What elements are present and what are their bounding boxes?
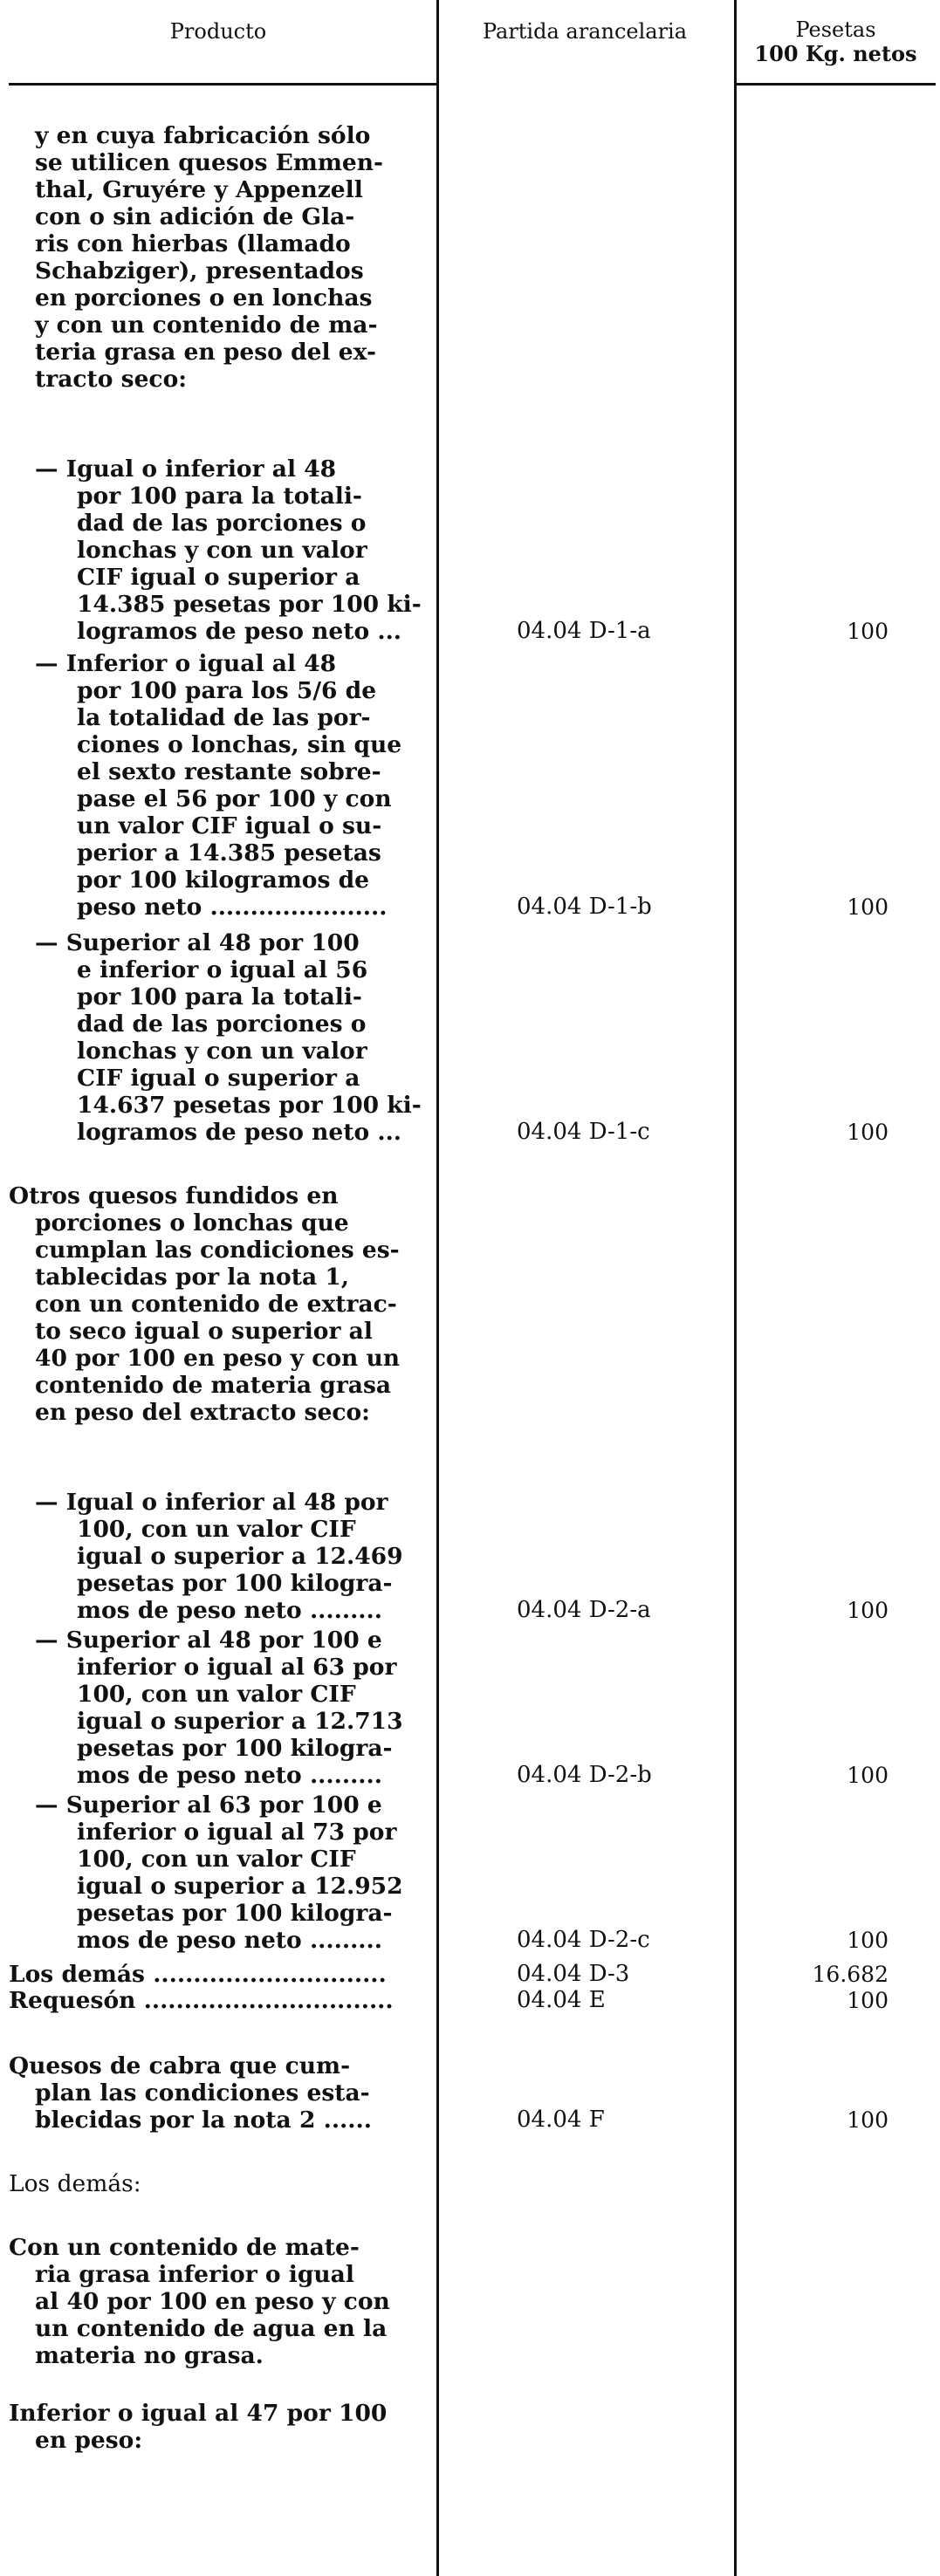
block-intro-line: con o sin adición de Gla-: [35, 203, 355, 230]
block-contenido-line: materia no grasa.: [35, 2342, 264, 2369]
block-d1a-line: lonchas y con un valor: [77, 537, 367, 564]
duty-value-e: 100: [847, 1988, 889, 2013]
block-d2c-line: mos de peso neto .........: [77, 1927, 382, 1954]
tariff-code-d2b: 04.04 D-2-b: [517, 1762, 652, 1788]
block-d1a-line: logramos de peso neto ...: [77, 618, 402, 645]
tariff-code-d1c: 04.04 D-1-c: [517, 1119, 650, 1145]
block-intro-line: tracto seco:: [35, 366, 188, 393]
block-d2a-line: — Igual o inferior al 48 por: [35, 1489, 388, 1516]
block-d2a-line: pesetas por 100 kilogra-: [77, 1570, 393, 1597]
tariff-code-d2a: 04.04 D-2-a: [517, 1597, 651, 1623]
block-otros-line: Otros quesos fundidos en: [9, 1182, 339, 1209]
block-d1a-line: dad de las porciones o: [77, 510, 367, 537]
block-otros-line: en peso del extracto seco:: [35, 1399, 370, 1426]
block-intro-line: ris con hierbas (llamado: [35, 230, 351, 257]
block-d1c-line: logramos de peso neto ...: [77, 1119, 402, 1146]
block-d1b-line: por 100 para los 5/6 de: [77, 677, 377, 704]
block-d1b-line: — Inferior o igual al 48: [35, 650, 337, 677]
block-d1b-line: peso neto ......................: [77, 894, 388, 921]
block-e-line: Requesón ...............................: [9, 1987, 394, 2014]
header-kg-netos: 100 Kg. netos: [754, 41, 917, 66]
block-d1a-line: 14.385 pesetas por 100 ki-: [77, 591, 422, 618]
header-rule-right: [737, 83, 936, 86]
block-d1c-line: lonchas y con un valor: [77, 1038, 367, 1065]
block-d2b-line: mos de peso neto .........: [77, 1762, 382, 1789]
block-inferior-line: en peso:: [35, 2427, 143, 2454]
block-d1a-line: CIF igual o superior a: [77, 564, 360, 591]
block-otros-line: tablecidas por la nota 1,: [35, 1264, 350, 1291]
block-d1b-line: la totalidad de las por-: [77, 704, 371, 731]
block-d2a-line: igual o superior a 12.469: [77, 1543, 403, 1570]
block-d1b-line: ciones o lonchas, sin que: [77, 731, 402, 758]
block-contenido-line: un contenido de agua en la: [35, 2315, 388, 2342]
block-intro-line: Schabziger), presentados: [35, 257, 364, 284]
tariff-code-d3: 04.04 D-3: [517, 1961, 630, 1987]
block-contenido-line: Con un contenido de mate-: [9, 2234, 360, 2261]
duty-value-d2a: 100: [847, 1598, 889, 1623]
block-d2c-line: inferior o igual al 73 por: [77, 1819, 397, 1846]
tariff-code-e: 04.04 E: [517, 1987, 606, 2013]
block-intro-line: se utilicen quesos Emmen-: [35, 149, 384, 176]
block-d2a-line: mos de peso neto .........: [77, 1597, 382, 1624]
duty-value-d2c: 100: [847, 1928, 889, 1953]
duty-value-f: 100: [847, 2107, 889, 2133]
column-divider-1: [436, 0, 439, 2576]
duty-value-d1b: 100: [847, 894, 889, 920]
block-otros-line: 40 por 100 en peso y con un: [35, 1345, 401, 1372]
block-d2c-line: — Superior al 63 por 100 e: [35, 1792, 382, 1819]
duty-value-d3: 16.682: [812, 1962, 889, 1987]
duty-value-d1a: 100: [847, 619, 889, 644]
header-producto: Producto: [169, 19, 267, 44]
block-d2b-line: 100, con un valor CIF: [77, 1681, 356, 1708]
tariff-code-d2c: 04.04 D-2-c: [517, 1927, 650, 1953]
block-f-line: plan las condiciones esta-: [35, 2079, 370, 2107]
block-inferior-line: Inferior o igual al 47 por 100: [9, 2400, 388, 2427]
block-d1c-line: por 100 para la totali-: [77, 983, 362, 1011]
duty-value-d2b: 100: [847, 1763, 889, 1788]
block-intro-line: en porciones o en lonchas: [35, 284, 373, 312]
block-otros-line: porciones o lonchas que: [35, 1209, 349, 1237]
block-intro-line: y con un contenido de ma-: [35, 312, 378, 339]
block-losdemas-line: Los demás:: [9, 2170, 141, 2197]
block-d2c-line: 100, con un valor CIF: [77, 1846, 356, 1873]
block-d2b-line: igual o superior a 12.713: [77, 1708, 403, 1735]
block-intro-line: y en cuya fabricación sólo: [35, 122, 371, 149]
block-d1a-line: por 100 para la totali-: [77, 483, 362, 510]
block-f-line: blecidas por la nota 2 ......: [35, 2107, 372, 2134]
block-d1b-line: por 100 kilogramos de: [77, 867, 370, 894]
block-intro-line: teria grasa en peso del ex-: [35, 339, 376, 366]
block-otros-line: cumplan las condiciones es-: [35, 1237, 400, 1264]
duty-value-d1c: 100: [847, 1120, 889, 1145]
block-f-line: Quesos de cabra que cum-: [9, 2052, 351, 2079]
block-d2b-line: pesetas por 100 kilogra-: [77, 1735, 393, 1762]
block-contenido-line: al 40 por 100 en peso y con: [35, 2288, 390, 2315]
block-d1c-line: CIF igual o superior a: [77, 1065, 360, 1092]
header-rule-left: [9, 83, 436, 86]
block-contenido-line: ria grasa inferior o igual: [35, 2261, 354, 2288]
block-d1c-line: dad de las porciones o: [77, 1011, 367, 1038]
block-otros-line: to seco igual o superior al: [35, 1318, 373, 1345]
header-partida: Partida arancelaria: [482, 19, 688, 44]
block-d2c-line: pesetas por 100 kilogra-: [77, 1900, 393, 1927]
block-d1b-line: el sexto restante sobre-: [77, 758, 381, 785]
block-d3-line: Los demás .............................: [9, 1961, 387, 1988]
block-d1c-line: — Superior al 48 por 100: [35, 929, 360, 956]
block-d1b-line: perior a 14.385 pesetas: [77, 839, 381, 867]
block-d2b-line: — Superior al 48 por 100 e: [35, 1627, 382, 1654]
tariff-code-d1a: 04.04 D-1-a: [517, 618, 651, 644]
block-d2b-line: inferior o igual al 63 por: [77, 1654, 397, 1681]
tariff-code-d1b: 04.04 D-1-b: [517, 894, 652, 920]
block-d2c-line: igual o superior a 12.952: [77, 1873, 403, 1900]
block-otros-line: con un contenido de extrac-: [35, 1291, 397, 1318]
block-d1b-line: un valor CIF igual o su-: [77, 812, 382, 839]
block-d1a-line: — Igual o inferior al 48: [35, 456, 337, 483]
block-d1c-line: e inferior o igual al 56: [77, 956, 368, 983]
tariff-code-f: 04.04 F: [517, 2107, 605, 2133]
block-intro-line: thal, Gruyére y Appenzell: [35, 176, 363, 203]
block-d1c-line: 14.637 pesetas por 100 ki-: [77, 1092, 422, 1119]
block-d1b-line: pase el 56 por 100 y con: [77, 785, 392, 812]
block-otros-line: contenido de materia grasa: [35, 1372, 392, 1399]
header-pesetas: Pesetas: [795, 17, 876, 42]
column-divider-2: [734, 0, 737, 2576]
block-d2a-line: 100, con un valor CIF: [77, 1516, 356, 1543]
